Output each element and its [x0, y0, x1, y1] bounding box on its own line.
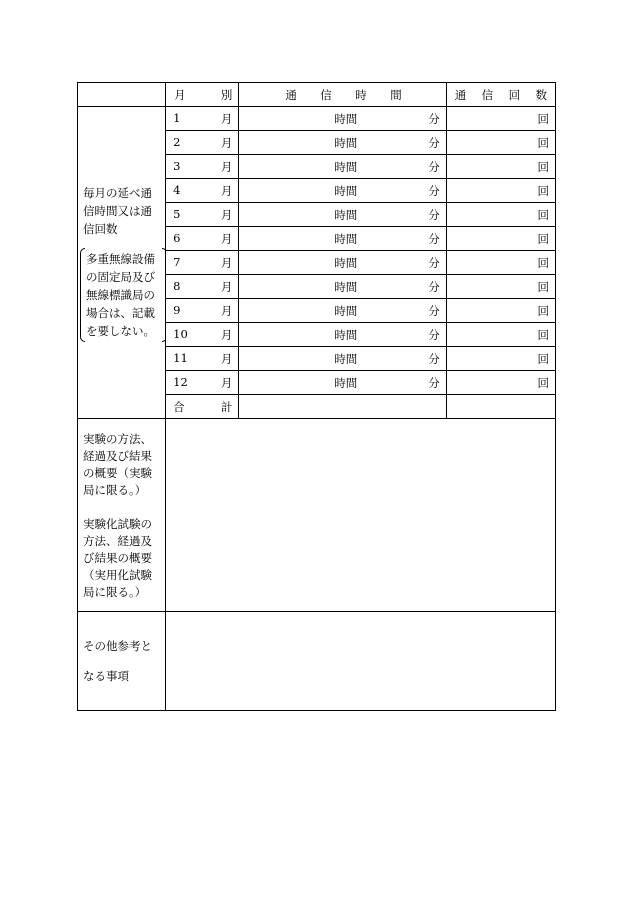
practical-test-label-line: 実験化試験の	[83, 517, 152, 531]
month-number: 1	[173, 110, 181, 125]
total-count-field[interactable]	[446, 395, 555, 419]
count-unit: 回	[537, 375, 549, 390]
month-unit: 月	[220, 111, 233, 126]
hour-unit: 時間	[334, 256, 358, 270]
total-time-field[interactable]	[239, 395, 446, 419]
month-unit: 月	[220, 327, 233, 342]
month-cell	[166, 251, 239, 275]
count-unit: 回	[537, 111, 549, 126]
minute-unit: 分	[428, 280, 440, 294]
comm-time-field[interactable]	[239, 131, 446, 155]
header-row	[78, 83, 556, 107]
count-unit: 回	[537, 207, 549, 222]
count-unit: 回	[537, 183, 549, 198]
header-time-char: 信	[320, 87, 332, 102]
practical-test-label-line: 局に限る。）	[83, 585, 147, 599]
header-month-char: 別	[220, 87, 233, 102]
header-month-cell	[166, 83, 239, 107]
month-cell	[166, 275, 239, 299]
comm-count-field[interactable]	[446, 227, 555, 251]
comm-count-field[interactable]	[446, 323, 555, 347]
comm-time-field[interactable]	[239, 371, 446, 395]
comm-time-field[interactable]	[239, 251, 446, 275]
total-char: 計	[220, 399, 233, 414]
total-label-cell	[166, 395, 239, 419]
comm-time-field[interactable]	[239, 275, 446, 299]
hour-unit: 時間	[334, 376, 358, 390]
header-count-cell	[446, 83, 555, 107]
count-unit: 回	[537, 231, 549, 246]
minute-unit: 分	[428, 208, 440, 222]
comm-time-field[interactable]	[239, 155, 446, 179]
hour-unit: 時間	[334, 208, 358, 222]
minute-unit: 分	[428, 232, 440, 246]
month-unit: 月	[220, 351, 233, 366]
comm-count-field[interactable]	[446, 371, 555, 395]
count-unit: 回	[537, 351, 549, 366]
hour-unit: 時間	[334, 136, 358, 150]
header-time-char: 時	[355, 87, 367, 102]
month-unit: 月	[220, 231, 233, 246]
hour-unit: 時間	[334, 352, 358, 366]
comm-count-field[interactable]	[446, 131, 555, 155]
month-cell	[166, 227, 239, 251]
month-cell	[166, 299, 239, 323]
header-time-cell	[239, 83, 446, 107]
other-matters-field[interactable]	[166, 612, 556, 711]
other-label-line: その他参考と	[83, 639, 152, 653]
minute-unit: 分	[428, 112, 440, 126]
month-cell	[166, 179, 239, 203]
count-unit: 回	[537, 303, 549, 318]
comm-count-field[interactable]	[446, 275, 555, 299]
month-unit: 月	[220, 375, 233, 390]
comm-time-field[interactable]	[239, 107, 446, 131]
month-cell	[166, 347, 239, 371]
count-unit: 回	[537, 279, 549, 294]
month-unit: 月	[220, 255, 233, 270]
minute-unit: 分	[428, 304, 440, 318]
comm-count-field[interactable]	[446, 203, 555, 227]
exemption-note: 多重無線設備 の固定局及び 無線標識局の 場合は、記載 を要しない。	[82, 248, 165, 342]
month-unit: 月	[220, 159, 233, 174]
form-table	[77, 82, 556, 711]
month-unit: 月	[220, 183, 233, 198]
experiment-label-line: 経過及び結果	[83, 449, 152, 463]
monthly-totals-label: 毎月の延べ通 信時間又は通 信回数	[83, 185, 152, 236]
header-count-char: 回	[508, 87, 521, 102]
comm-time-field[interactable]	[239, 299, 446, 323]
experiment-label-cell	[78, 419, 166, 612]
header-count-char: 信	[481, 87, 494, 102]
header-count-char: 数	[535, 87, 547, 102]
practical-test-label-line: び結果の概要	[83, 551, 152, 565]
month-unit: 月	[220, 279, 233, 294]
minute-unit: 分	[428, 376, 440, 390]
month-number: 6	[173, 230, 181, 245]
practical-test-label-line: （実用化試験	[83, 568, 152, 582]
month-number: 3	[173, 158, 181, 173]
comm-count-field[interactable]	[446, 251, 555, 275]
other-row	[78, 612, 556, 711]
comm-time-field[interactable]	[239, 227, 446, 251]
header-blank-cell	[78, 83, 166, 107]
month-number: 8	[173, 278, 181, 293]
month-number: 12	[173, 374, 188, 389]
comm-count-field[interactable]	[446, 179, 555, 203]
month-cell	[166, 371, 239, 395]
month-cell	[166, 107, 239, 131]
month-number: 2	[173, 134, 181, 149]
hour-unit: 時間	[334, 328, 358, 342]
other-label-cell	[78, 612, 166, 711]
hour-unit: 時間	[334, 304, 358, 318]
minute-unit: 分	[428, 160, 440, 174]
minute-unit: 分	[428, 184, 440, 198]
hour-unit: 時間	[334, 280, 358, 294]
other-label-line: なる事項	[83, 669, 129, 683]
month-number: 10	[173, 326, 188, 341]
month-cell	[166, 323, 239, 347]
hour-unit: 時間	[334, 184, 358, 198]
header-count-char: 通	[454, 87, 467, 102]
month-number: 9	[173, 302, 181, 317]
comm-count-field[interactable]	[446, 107, 555, 131]
hour-unit: 時間	[334, 232, 358, 246]
total-char: 合	[173, 399, 185, 414]
month-number: 5	[173, 206, 181, 221]
month-unit: 月	[220, 207, 233, 222]
count-unit: 回	[537, 135, 549, 150]
monthly-totals-label-cell	[78, 107, 166, 419]
month-cell	[166, 155, 239, 179]
count-unit: 回	[537, 327, 549, 342]
experiment-label-line: の概要（実験	[83, 466, 152, 480]
month-unit: 月	[220, 135, 233, 150]
month-unit: 月	[220, 303, 233, 318]
month-number: 4	[173, 182, 181, 197]
month-cell	[166, 131, 239, 155]
experiment-label-line: 実験の方法、	[83, 432, 152, 446]
header-time-char: 間	[390, 87, 402, 102]
comm-time-field[interactable]	[239, 179, 446, 203]
minute-unit: 分	[428, 136, 440, 150]
minute-unit: 分	[428, 328, 440, 342]
experiment-row	[78, 419, 556, 612]
header-time-char: 通	[285, 87, 297, 102]
header-month-char: 月	[174, 87, 186, 102]
hour-unit: 時間	[334, 160, 358, 174]
comm-time-field[interactable]	[239, 323, 446, 347]
practical-test-label-line: 方法、経過及	[83, 534, 152, 548]
comm-count-field[interactable]	[446, 299, 555, 323]
comm-time-field[interactable]	[239, 203, 446, 227]
experiment-details-field[interactable]	[166, 419, 556, 612]
comm-count-field[interactable]	[446, 347, 555, 371]
count-unit: 回	[537, 255, 549, 270]
comm-time-field[interactable]	[239, 347, 446, 371]
minute-unit: 分	[428, 256, 440, 270]
month-number: 11	[173, 350, 188, 365]
month-number: 7	[173, 254, 181, 269]
experiment-label-line: 局に限る。）	[83, 483, 147, 497]
count-unit: 回	[537, 159, 549, 174]
comm-count-field[interactable]	[446, 155, 555, 179]
month-row	[78, 107, 556, 131]
minute-unit: 分	[428, 352, 440, 366]
hour-unit: 時間	[334, 112, 358, 126]
month-cell	[166, 203, 239, 227]
